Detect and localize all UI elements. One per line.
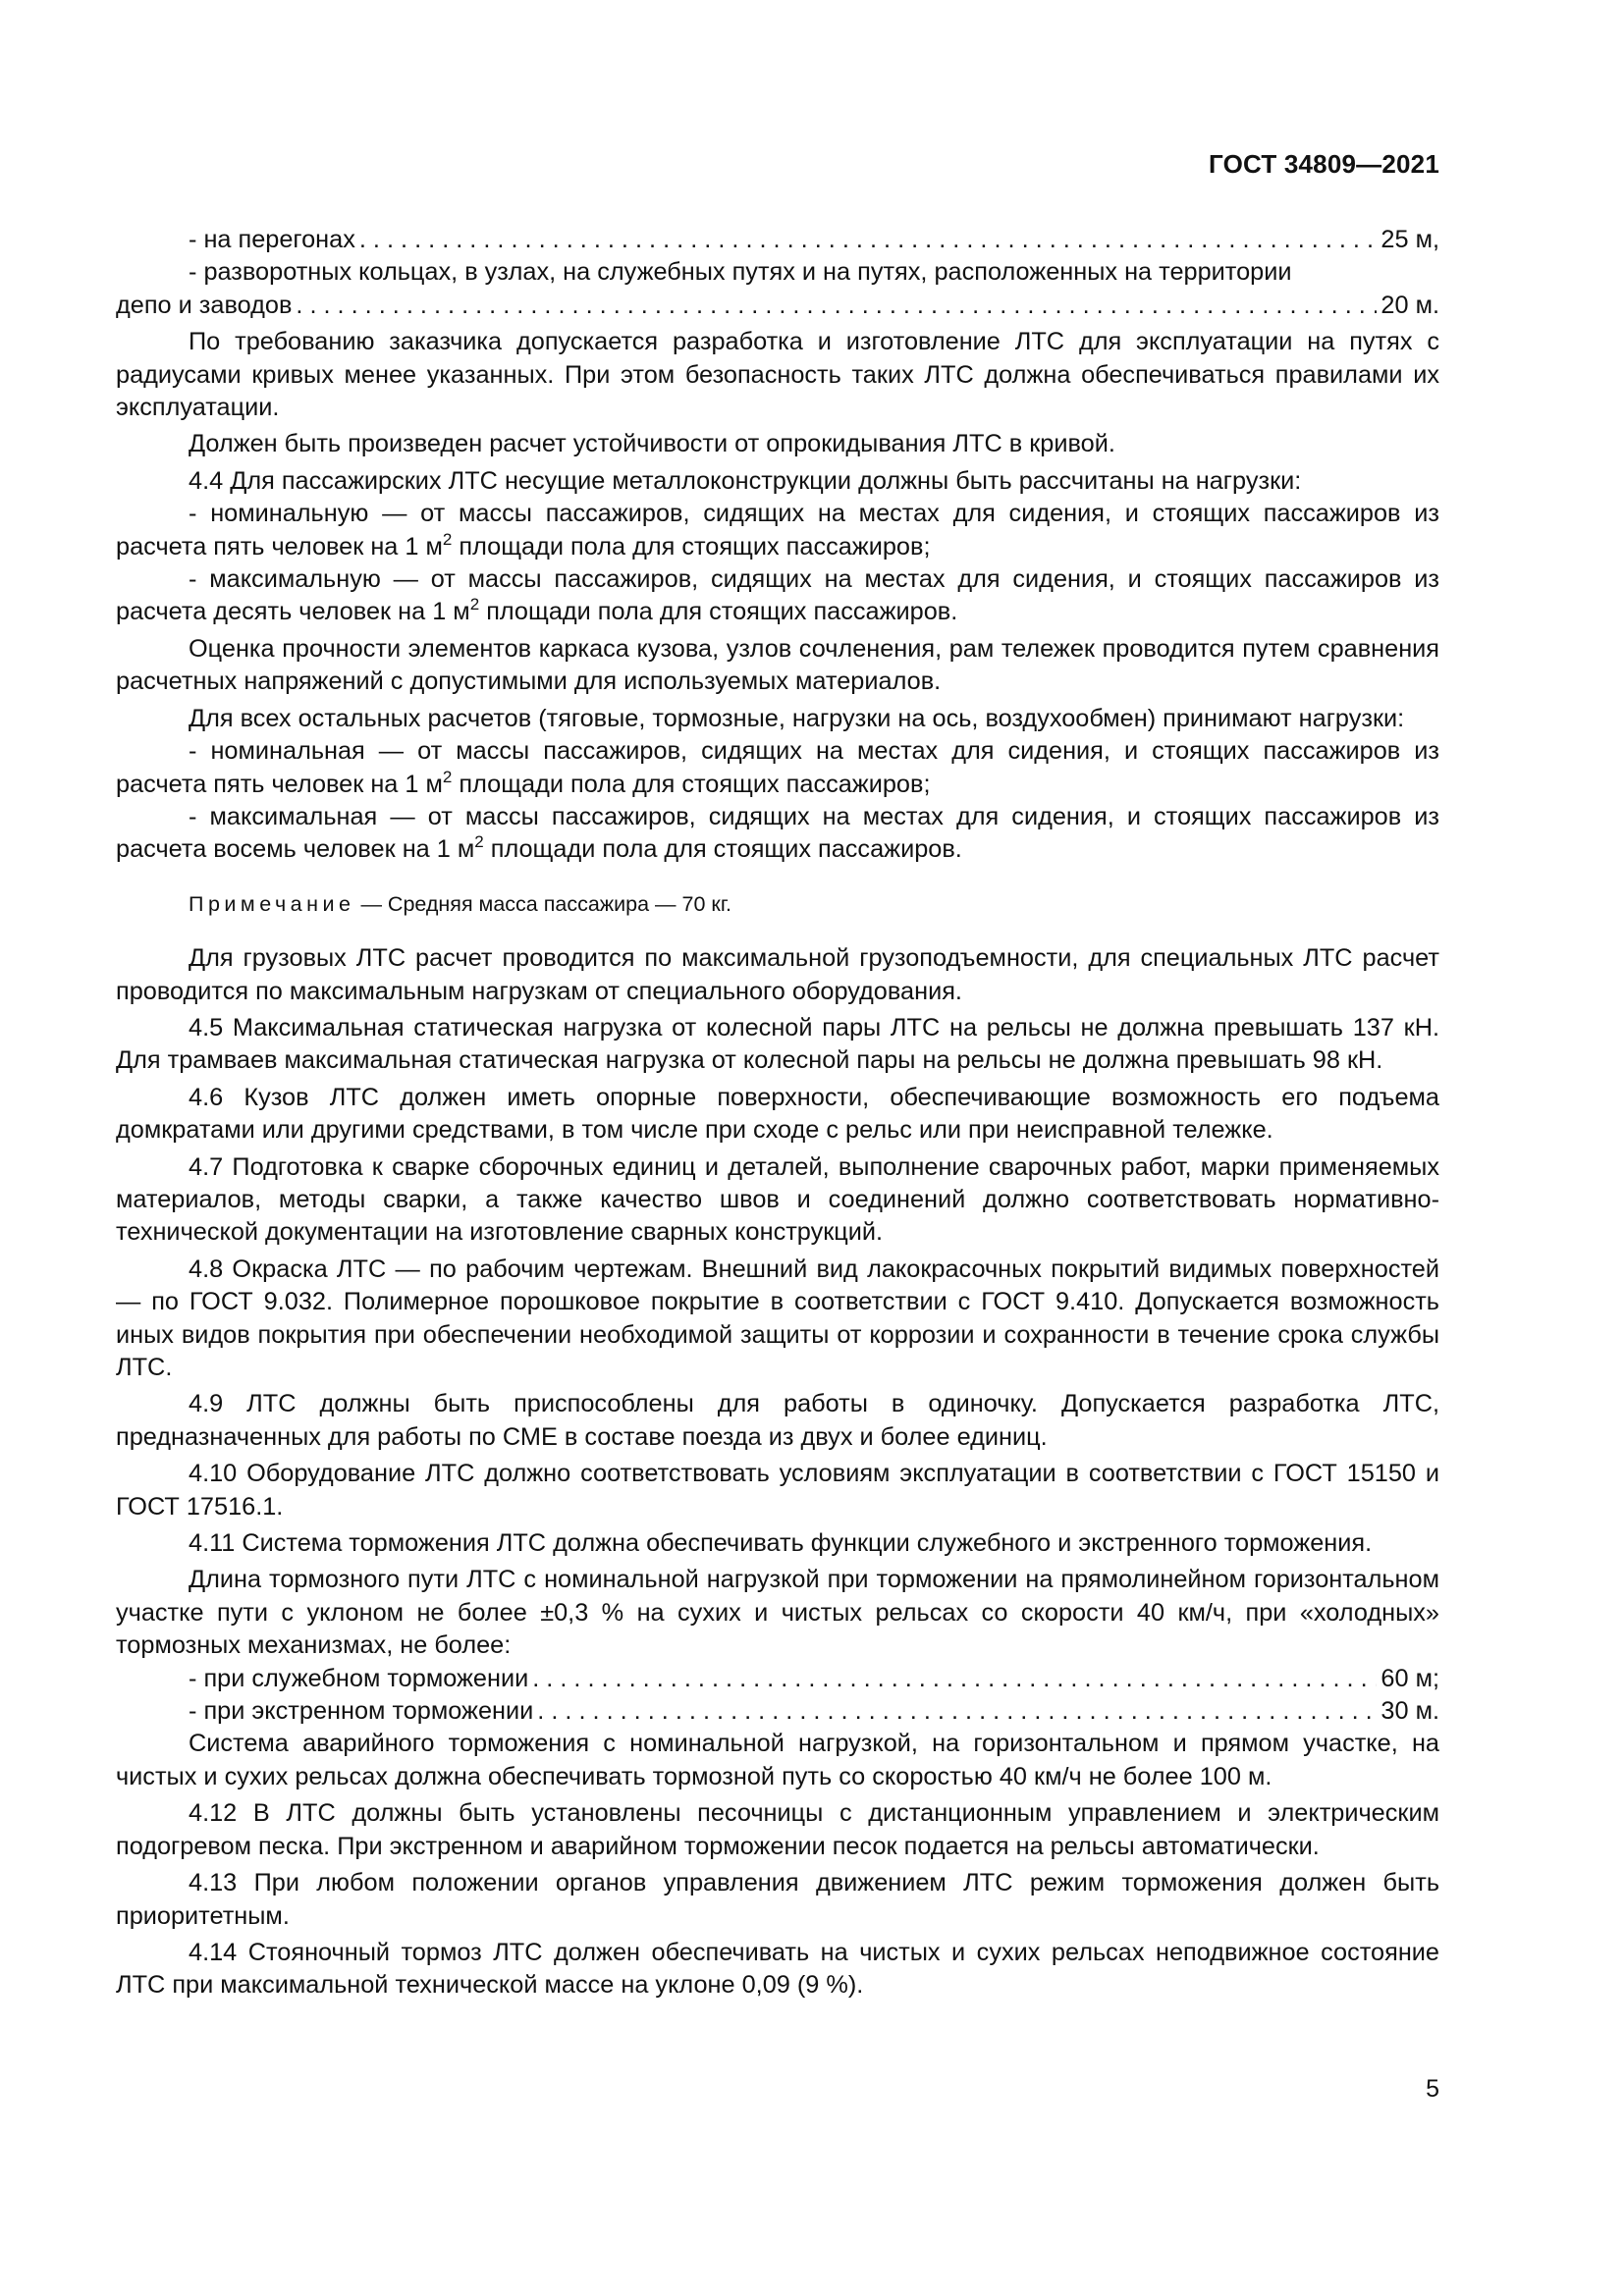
leader-dots <box>296 290 1377 322</box>
list-item-text: площади пола для стоящих пассажиров; <box>459 532 931 561</box>
paragraph: Оценка прочности элементов каркаса кузова, узлов сочленения, рам тележек проводится путем сравнения расчетных напряжений с допустимыми для используемых материалов. <box>116 634 1439 696</box>
note-text: — Средняя масса пассажира — 70 кг. <box>360 891 732 916</box>
leader-label: депо и заводов <box>116 291 293 319</box>
superscript: 2 <box>442 767 453 786</box>
note <box>189 888 1439 921</box>
leader-line-service-braking <box>116 1663 1439 1695</box>
list-item-text: - номинальная — от массы пассажиров, сидящих на местах для сидения, и стоящих пассажиров из расчета пять человек на 1 м <box>116 737 1439 798</box>
leader-line-emergency-braking <box>116 1695 1439 1728</box>
paragraph: 4.11 Система торможения ЛТС должна обеспечивать функции служебного и экстренного торможения. <box>189 1529 1373 1558</box>
list-item <box>116 735 1439 801</box>
leader-value: 20 м. <box>1380 291 1439 319</box>
list-item <box>116 563 1439 629</box>
document-body <box>116 224 1439 2002</box>
leader-line-peregony <box>116 224 1439 256</box>
paragraph: Должен быть произведен расчет устойчивости от опрокидывания ЛТС в кривой. <box>189 430 1115 458</box>
list-item-text: площади пола для стоящих пассажиров. <box>486 598 958 626</box>
paragraph: 4.12 В ЛТС должны быть установлены песочницы с дистанционным управлением и электрическим подогревом песка. При экстренном и аварийном торможении песок подается на рельсы автоматически. <box>116 1799 1439 1860</box>
list-item-text: - разворотных кольцах, в узлах, на служебных путях и на путях, расположенных на территории <box>189 258 1292 287</box>
paragraph: 4.10 Оборудование ЛТС должно соответствовать условиям эксплуатации в соответствии с ГОСТ 15150 и ГОСТ 17516.1. <box>116 1460 1439 1521</box>
list-item-text: - максимальная — от массы пассажиров, сидящих на местах для сидения, и стоящих пассажиров из расчета восемь человек на 1 м <box>116 802 1439 864</box>
list-item <box>116 498 1439 563</box>
leader-label: - при служебном торможении <box>189 1664 529 1692</box>
paragraph: По требованию заказчика допускается разработка и изготовление ЛТС для эксплуатации на путях с радиусами кривых менее указанных. При этом безопасность таких ЛТС должна обеспечиваться правилами их эксплуатации. <box>116 328 1439 422</box>
paragraph: Для грузовых ЛТС расчет проводится по максимальной грузоподъемности, для специальных ЛТС расчет проводится по максимальным нагрузкам от специального оборудования. <box>116 944 1439 1005</box>
list-item-text: - максимальную — от массы пассажиров, сидящих на местах для сидения, и стоящих пассажиров из расчета десять человек на 1 м <box>116 565 1439 626</box>
superscript: 2 <box>469 595 480 614</box>
paragraph: 4.9 ЛТС должны быть приспособлены для работы в одиночку. Допускается разработка ЛТС, предназначенных для работы по СМЕ в составе поезда из двух и более единиц. <box>116 1390 1439 1451</box>
leader-label: - на перегонах <box>189 226 355 253</box>
superscript: 2 <box>474 832 484 852</box>
leader-line-depo <box>116 290 1439 322</box>
document-standard-number: ГОСТ 34809—2021 <box>1209 149 1439 179</box>
leader-dots <box>359 224 1378 256</box>
leader-value: 25 м, <box>1380 226 1439 253</box>
note-label: Примечание <box>189 891 355 916</box>
leader-label: - при экстренном торможении <box>189 1697 534 1726</box>
paragraph: Длина тормозного пути ЛТС с номинальной нагрузкой при торможении на прямолинейном горизонтальном участке пути с уклоном не более ±0,3 % на сухих и чистых рельсах со скорости 40 км/ч, при «холодных» тормозных механизмах, не более: <box>116 1566 1439 1660</box>
leader-value: 60 м; <box>1380 1664 1439 1692</box>
paragraph: Система аварийного торможения с номинальной нагрузкой, на горизонтальном и прямом участке, на чистых и сухих рельсах должна обеспечивать тормозной путь со скоростью 40 км/ч не более 100 м. <box>116 1730 1439 1790</box>
paragraph: 4.13 При любом положении органов управления движением ЛТС режим торможения должен быть приоритетным. <box>116 1869 1439 1930</box>
paragraph: 4.7 Подготовка к сварке сборочных единиц и деталей, выполнение сварочных работ, марки применяемых материалов, методы сварки, а также качество швов и соединений должно соответствовать нормативно-технической документации на изготовление сварных конструкций. <box>116 1152 1439 1247</box>
leader-value: 30 м. <box>1380 1697 1439 1726</box>
paragraph: 4.5 Максимальная статическая нагрузка от колесной пары ЛТС на рельсы не должна превышать 137 кН. Для трамваев максимальная статическая нагрузка от колесной пары на рельсы не должна превышать 98 кН. <box>116 1013 1439 1075</box>
leader-dots <box>537 1695 1377 1728</box>
paragraph: Для всех остальных расчетов (тяговые, тормозные, нагрузки на ось, воздухообмен) принимают нагрузки: <box>189 704 1405 732</box>
paragraph: 4.6 Кузов ЛТС должен иметь опорные поверхности, обеспечивающие возможность его подъема домкратами или другими средствами, в том числе при сходе с рельс или при неисправной тележке. <box>116 1083 1439 1145</box>
list-item-text: площади пола для стоящих пассажиров. <box>490 835 962 864</box>
superscript: 2 <box>442 529 453 549</box>
paragraph: 4.8 Окраска ЛТС — по рабочим чертежам. Внешний вид лакокрасочных покрытий видимых поверхностей — по ГОСТ 9.032. Полимерное порошковое покрытие в соответствии с ГОСТ 9.410. Допускается возможность иных видов покрытия при обеспечении необходимой защиты от коррозии и сохранности в течение срока службы ЛТС. <box>116 1255 1439 1381</box>
leader-dots <box>532 1663 1377 1695</box>
list-item-text: - номинальную — от массы пассажиров, сидящих на местах для сидения, и стоящих пассажиров из расчета пять человек на 1 м <box>116 500 1439 561</box>
paragraph: 4.14 Стояночный тормоз ЛТС должен обеспечивать на чистых и сухих рельсах неподвижное состояние ЛТС при максимальной технической массе на уклоне 0,09 (9 %). <box>116 1938 1439 2000</box>
list-item <box>116 801 1439 867</box>
list-item-text: площади пола для стоящих пассажиров; <box>459 770 931 798</box>
paragraph: 4.4 Для пассажирских ЛТС несущие металлоконструкции должны быть рассчитаны на нагрузки: <box>189 466 1302 495</box>
page-number: 5 <box>1426 2075 1439 2103</box>
